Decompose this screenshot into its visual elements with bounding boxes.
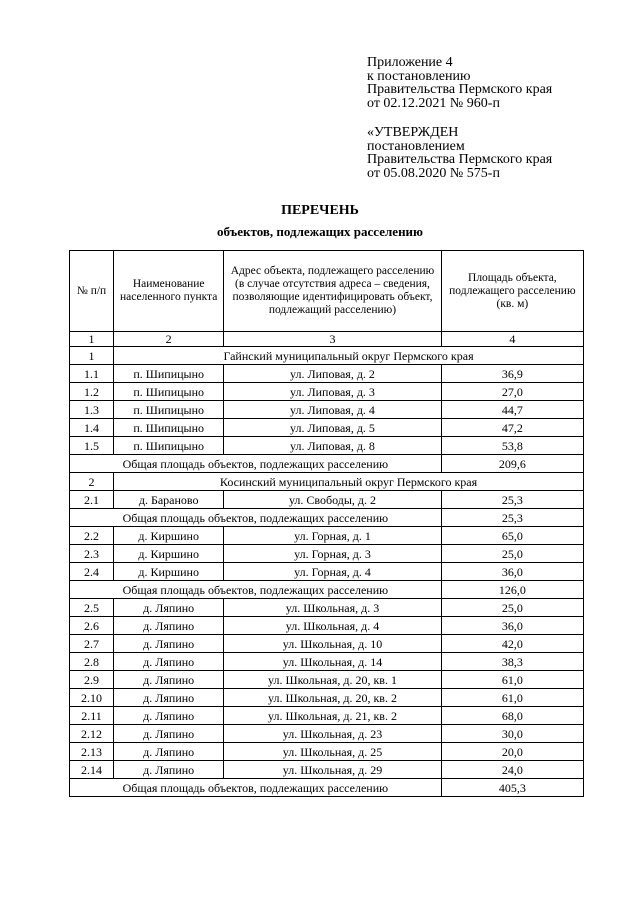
table-row: [70, 653, 584, 671]
table-row: [70, 743, 584, 761]
table-row: [70, 599, 584, 617]
row-number: 1.1: [70, 365, 114, 383]
column-number: 4: [441, 332, 583, 347]
settlement-name: п. Шипицыно: [114, 419, 224, 437]
total-label: Общая площадь объектов, подлежащих расселению: [70, 509, 442, 527]
object-address: ул. Школьная, д. 20, кв. 1: [224, 671, 441, 689]
settlement-name: д. Ляпино: [114, 743, 224, 761]
section-row: [70, 347, 584, 365]
column-number: 2: [114, 332, 224, 347]
table-row: [70, 761, 584, 779]
approval-line: «УТВЕРЖДЕН: [367, 125, 459, 140]
table-row: [70, 689, 584, 707]
object-area: 25,0: [441, 599, 583, 617]
total-area: 405,3: [441, 779, 583, 797]
table-row: [70, 383, 584, 401]
row-number: 2.6: [70, 617, 114, 635]
object-area: 36,0: [441, 563, 583, 581]
header-settlement: Наименование населенного пункта: [114, 251, 224, 332]
table-row: [70, 437, 584, 455]
object-address: ул. Школьная, д. 10: [224, 635, 441, 653]
row-number: 2.13: [70, 743, 114, 761]
object-address: ул. Липовая, д. 8: [224, 437, 441, 455]
object-area: 30,0: [441, 725, 583, 743]
object-address: ул. Школьная, д. 21, кв. 2: [224, 707, 441, 725]
total-label: Общая площадь объектов, подлежащих расселению: [70, 581, 442, 599]
table-row: [70, 617, 584, 635]
object-area: 47,2: [441, 419, 583, 437]
object-area: 36,9: [441, 365, 583, 383]
total-row: [70, 779, 584, 797]
object-area: 42,0: [441, 635, 583, 653]
table-row: [70, 419, 584, 437]
row-number: 1.5: [70, 437, 114, 455]
column-number: 1: [70, 332, 114, 347]
annex-block: [367, 56, 552, 110]
table-row: [70, 725, 584, 743]
settlement-name: п. Шипицыно: [114, 437, 224, 455]
annex-line: Приложение 4: [367, 55, 453, 70]
object-area: 65,0: [441, 527, 583, 545]
object-address: ул. Горная, д. 1: [224, 527, 441, 545]
object-address: ул. Школьная, д. 29: [224, 761, 441, 779]
total-row: [70, 581, 584, 599]
table-header-row: [70, 251, 584, 332]
table-row: [70, 527, 584, 545]
row-number: 2.12: [70, 725, 114, 743]
approval-line: от 05.08.2020 № 575-п: [367, 165, 500, 181]
section-title: Косинский муниципальный округ Пермского края: [114, 473, 584, 491]
document-title: ПЕРЕЧЕНЬ: [281, 203, 359, 218]
settlement-name: д. Киршино: [114, 527, 224, 545]
object-area: 20,0: [441, 743, 583, 761]
object-address: ул. Липовая, д. 3: [224, 383, 441, 401]
total-area: 25,3: [441, 509, 583, 527]
object-address: ул. Школьная, д. 3: [224, 599, 441, 617]
object-address: ул. Школьная, д. 20, кв. 2: [224, 689, 441, 707]
table-row: [70, 707, 584, 725]
row-number: 2.7: [70, 635, 114, 653]
table-row: [70, 635, 584, 653]
column-number: 3: [224, 332, 441, 347]
row-number: 2.11: [70, 707, 114, 725]
row-number: 2.8: [70, 653, 114, 671]
header-number: № п/п: [70, 251, 114, 332]
settlement-name: д. Киршино: [114, 563, 224, 581]
settlement-name: д. Ляпино: [114, 599, 224, 617]
object-address: ул. Школьная, д. 23: [224, 725, 441, 743]
object-address: ул. Горная, д. 4: [224, 563, 441, 581]
total-label: Общая площадь объектов, подлежащих расселению: [70, 779, 442, 797]
approval-line: Правительства Пермского края: [367, 152, 553, 167]
object-area: 24,0: [441, 761, 583, 779]
section-title: Гайнский муниципальный округ Пермского края: [114, 347, 584, 365]
document-subtitle: объектов, подлежащих расселению: [216, 224, 423, 239]
settlement-name: д. Ляпино: [114, 653, 224, 671]
object-address: ул. Школьная, д. 4: [224, 617, 441, 635]
settlement-name: д. Ляпино: [114, 761, 224, 779]
object-area: 25,0: [441, 545, 583, 563]
object-address: ул. Липовая, д. 4: [224, 401, 441, 419]
section-row: [70, 473, 584, 491]
settlement-name: д. Ляпино: [114, 635, 224, 653]
settlement-name: д. Киршино: [114, 545, 224, 563]
objects-table: [69, 250, 584, 797]
settlement-name: д. Ляпино: [114, 707, 224, 725]
row-number: 2.2: [70, 527, 114, 545]
row-number: 2.3: [70, 545, 114, 563]
section-number: 2: [70, 473, 114, 491]
table-row: [70, 491, 584, 509]
object-area: 36,0: [441, 617, 583, 635]
header-address: Адрес объекта, подлежащего расселению (в случае отсутствия адреса – сведения, позволяющие идентифицировать объект, подлежащий расселению): [224, 251, 441, 332]
row-number: 1.2: [70, 383, 114, 401]
table-row: [70, 545, 584, 563]
object-address: ул. Школьная, д. 14: [224, 653, 441, 671]
total-row: [70, 509, 584, 527]
object-area: 38,3: [441, 653, 583, 671]
row-number: 2.5: [70, 599, 114, 617]
settlement-name: п. Шипицыно: [114, 383, 224, 401]
object-area: 61,0: [441, 689, 583, 707]
column-number-row: [70, 332, 584, 347]
object-area: 25,3: [441, 491, 583, 509]
table-row: [70, 365, 584, 383]
object-area: 61,0: [441, 671, 583, 689]
object-address: ул. Свободы, д. 2: [224, 491, 441, 509]
row-number: 2.14: [70, 761, 114, 779]
table-row: [70, 401, 584, 419]
annex-line: к постановлению: [367, 68, 471, 84]
approval-line: постановлением: [367, 138, 465, 154]
object-area: 44,7: [441, 401, 583, 419]
row-number: 2.1: [70, 491, 114, 509]
object-area: 27,0: [441, 383, 583, 401]
settlement-name: д. Ляпино: [114, 671, 224, 689]
settlement-name: д. Ляпино: [114, 725, 224, 743]
section-number: 1: [70, 347, 114, 365]
table-row: [70, 563, 584, 581]
annex-line: Правительства Пермского края: [367, 82, 553, 97]
row-number: 1.3: [70, 401, 114, 419]
total-area: 126,0: [441, 581, 583, 599]
settlement-name: д. Ляпино: [114, 689, 224, 707]
row-number: 1.4: [70, 419, 114, 437]
header-area: Площадь объекта, подлежащего расселению (кв. м): [441, 251, 583, 332]
row-number: 2.10: [70, 689, 114, 707]
object-address: ул. Липовая, д. 5: [224, 419, 441, 437]
settlement-name: п. Шипицыно: [114, 401, 224, 419]
approval-block: [367, 126, 552, 180]
settlement-name: п. Шипицыно: [114, 365, 224, 383]
object-area: 68,0: [441, 707, 583, 725]
object-address: ул. Горная, д. 3: [224, 545, 441, 563]
row-number: 2.4: [70, 563, 114, 581]
settlement-name: д. Ляпино: [114, 617, 224, 635]
annex-line: от 02.12.2021 № 960-п: [367, 95, 500, 111]
object-address: ул. Школьная, д. 25: [224, 743, 441, 761]
total-area: 209,6: [441, 455, 583, 473]
total-row: [70, 455, 584, 473]
total-label: Общая площадь объектов, подлежащих расселению: [70, 455, 442, 473]
row-number: 2.9: [70, 671, 114, 689]
table-row: [70, 671, 584, 689]
settlement-name: д. Бараново: [114, 491, 224, 509]
object-area: 53,8: [441, 437, 583, 455]
object-address: ул. Липовая, д. 2: [224, 365, 441, 383]
